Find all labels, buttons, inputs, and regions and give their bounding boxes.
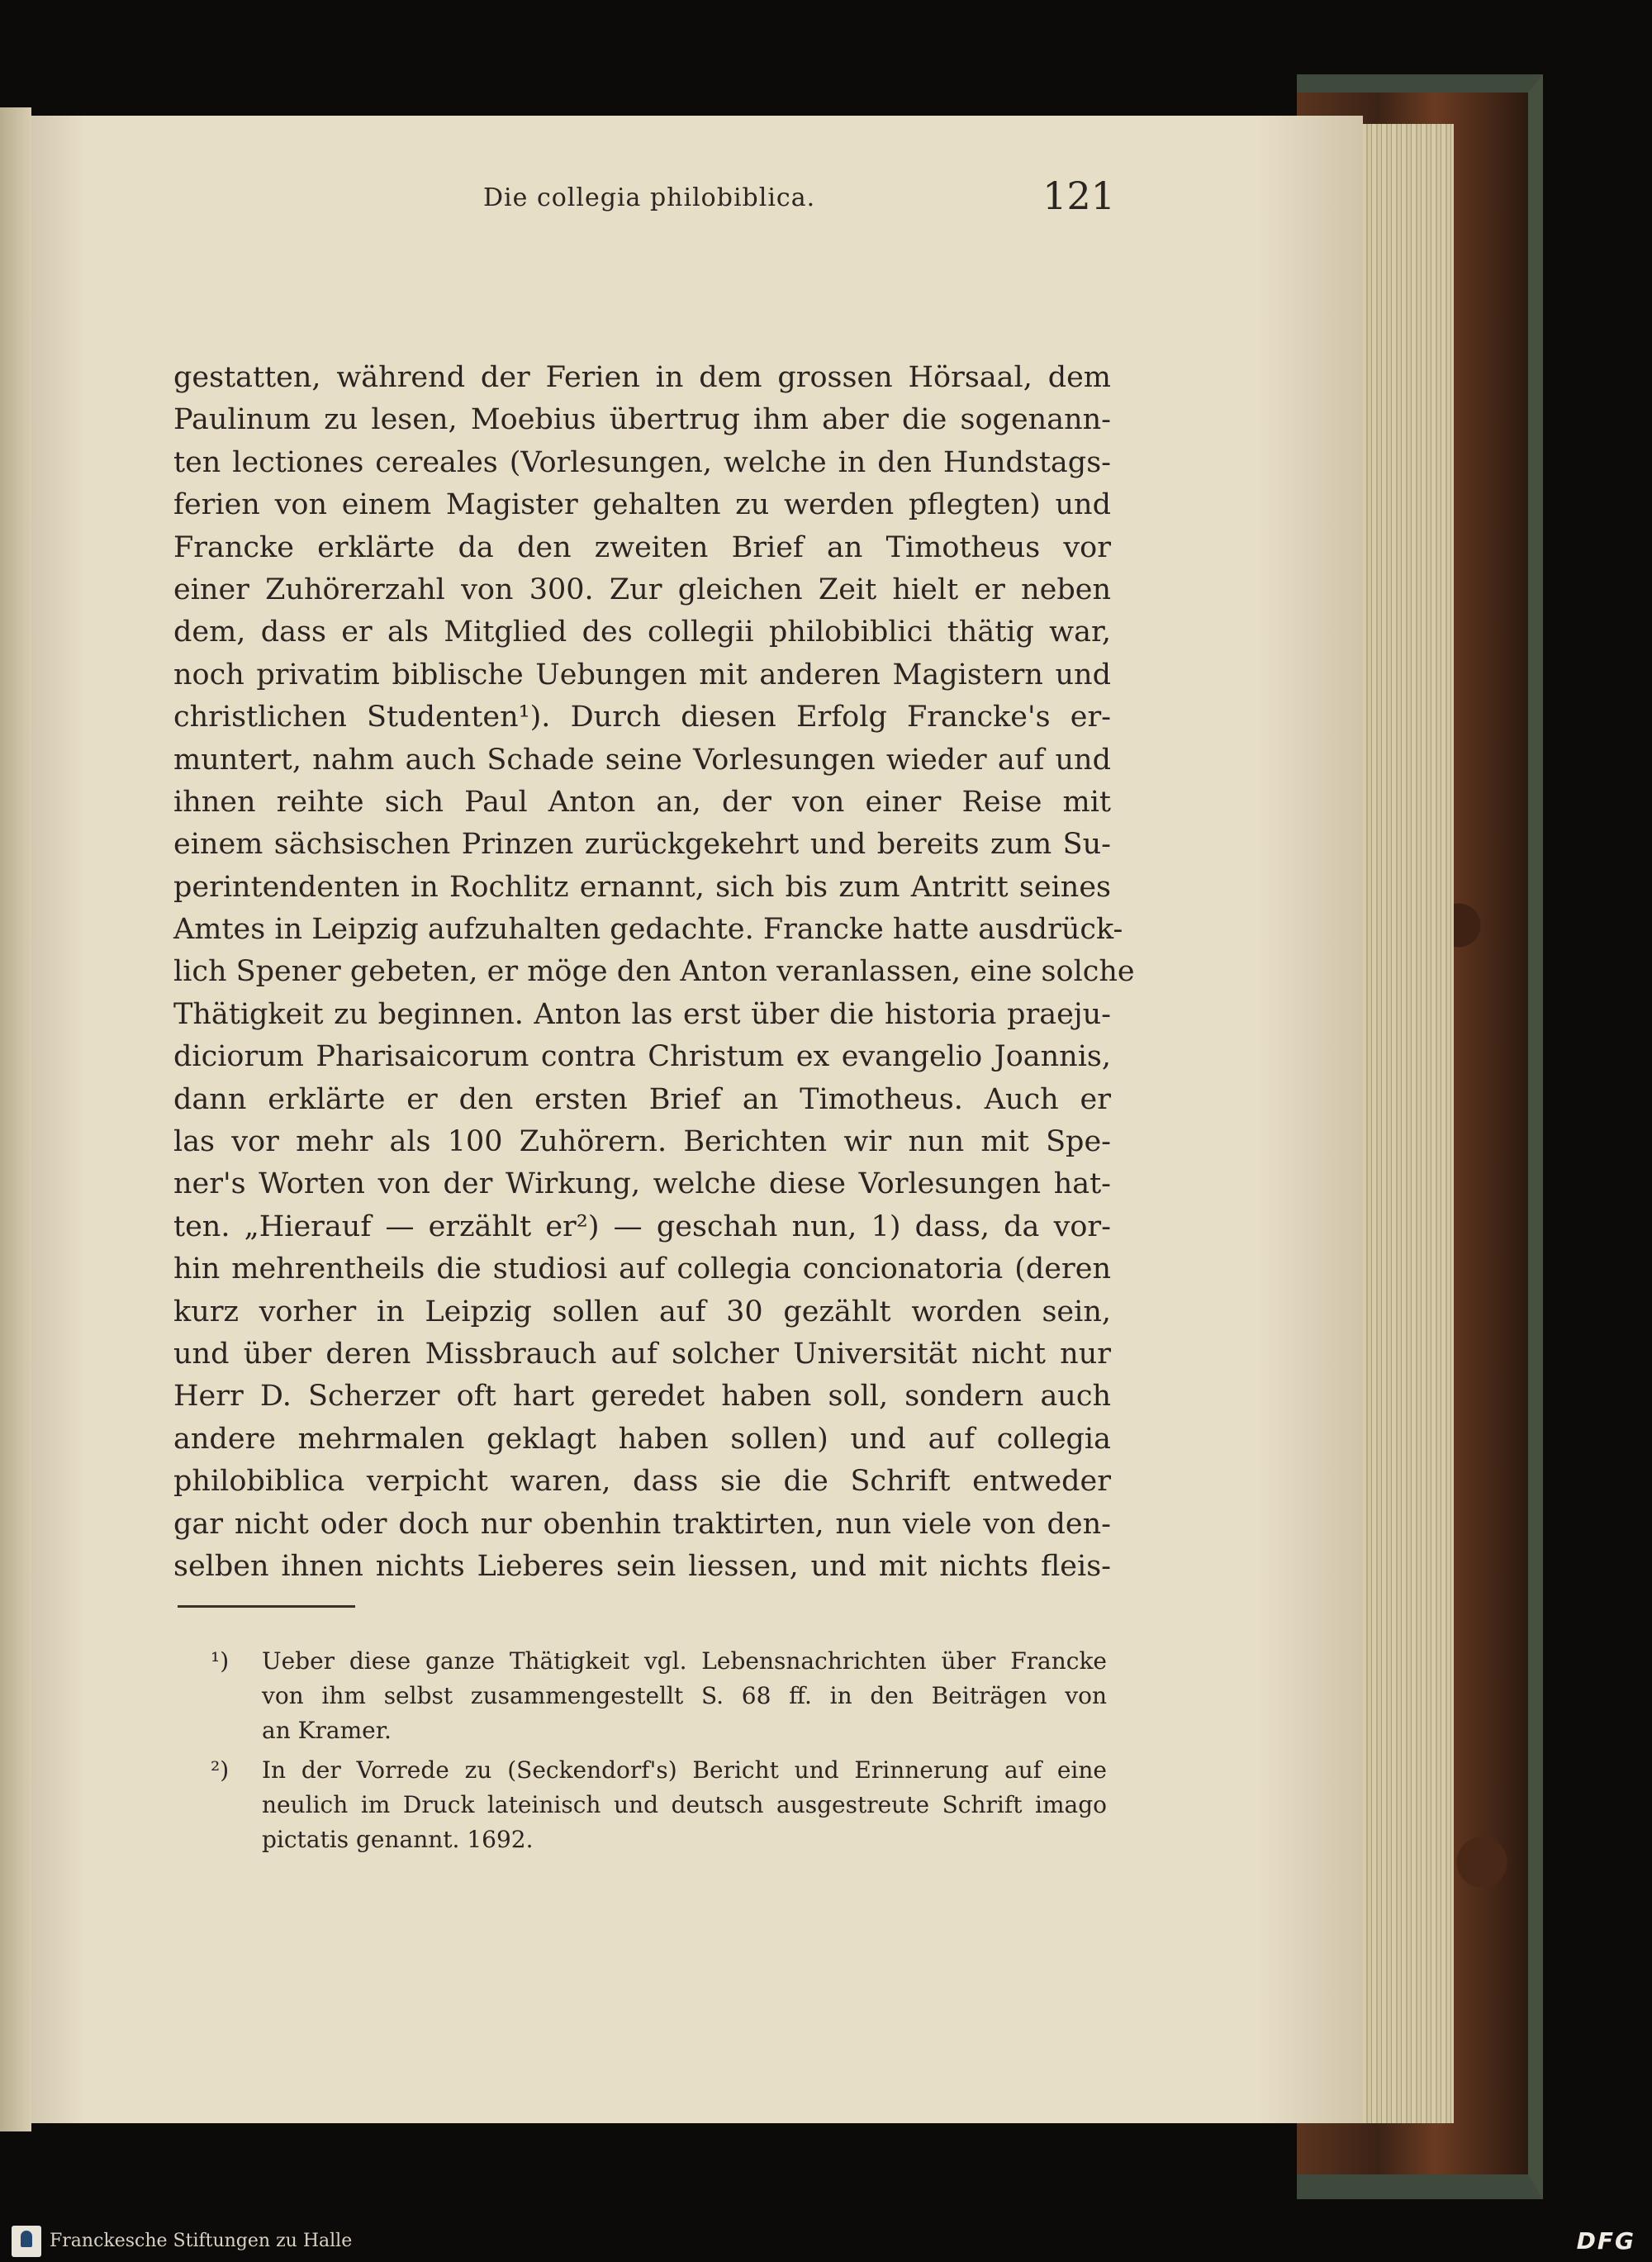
text-line: perintendenten in Rochlitz ernannt, sich bis zum Antritt seines — [173, 870, 1111, 904]
footnote-line: neulich im Druck lateinisch und deutsch ausgestreute Schrift imago — [262, 1791, 1107, 1818]
footnote-marker: ²) — [211, 1756, 230, 1784]
footnote-divider — [178, 1605, 355, 1608]
text-line: Herr D. Scherzer oft hart geredet haben soll, sondern auch — [173, 1380, 1111, 1414]
footnote-1 — [211, 1644, 1107, 1748]
footnote-text: In der Vorrede zu (Seckendorf's) Bericht und Erinnerung auf eine — [262, 1756, 1107, 1784]
footnote-2 — [211, 1753, 1107, 1857]
footnote-line: von ihm selbst zusammengestellt S. 68 ff. in den Beiträgen von — [262, 1682, 1107, 1709]
text-line: ihnen reihte sich Paul Anton an, der von einer Reise mit — [173, 785, 1111, 819]
running-title: Die collegia philobiblica. — [483, 183, 816, 212]
viewer-footer — [0, 2221, 1652, 2262]
text-line: ten. „Hierauf — erzählt er²) — geschah nun, 1) dass, da vor- — [173, 1209, 1111, 1243]
footnote-line: an Kramer. — [262, 1717, 392, 1744]
text-line: dem, dass er als Mitglied des collegii philobiblici thätig war, — [173, 615, 1111, 649]
text-line: Paulinum zu lesen, Moebius übertrug ihm aber die sogenann- — [173, 403, 1111, 437]
text-line: einer Zuhörerzahl von 300. Zur gleichen Zeit hielt er neben — [173, 573, 1111, 606]
text-line: philobiblica verpicht waren, dass sie die Schrift entweder — [173, 1465, 1111, 1499]
text-line: gar nicht oder doch nur obenhin traktirten, nun viele von den- — [173, 1507, 1111, 1541]
text-line: ten lectiones cereales (Vorlesungen, welche in den Hundstags- — [173, 445, 1111, 479]
institution-logo-icon — [12, 2226, 41, 2257]
text-line: kurz vorher in Leipzig sollen auf 30 gezählt worden sein, — [173, 1295, 1111, 1328]
text-line: las vor mehr als 100 Zuhörern. Berichten wir nun mit Spe- — [173, 1125, 1111, 1159]
text-line: Thätigkeit zu beginnen. Anton las erst über die historia praeju- — [173, 997, 1111, 1031]
text-line: ner's Worten von der Wirkung, welche diese Vorlesungen hat- — [173, 1167, 1111, 1201]
page-number: 121 — [1042, 173, 1115, 218]
footnote-text: Ueber diese ganze Thätigkeit vgl. Lebensnachrichten über Francke — [262, 1647, 1107, 1675]
dfg-logo: DFG — [1576, 2227, 1635, 2255]
text-line: Francke erklärte da den zweiten Brief an Timotheus vor — [173, 530, 1111, 564]
footnote-line — [211, 1753, 1107, 1788]
text-line: hin mehrentheils die studiosi auf collegia concionatoria (deren — [173, 1252, 1111, 1286]
footnotes — [211, 1644, 1107, 1862]
text-line: selben ihnen nichts Lieberes sein liessen, und mit nichts fleis- — [173, 1549, 1111, 1583]
text-line: christlichen Studenten¹). Durch diesen Erfolg Francke's er- — [173, 701, 1111, 734]
text-line: andere mehrmalen geklagt haben sollen) und auf collegia — [173, 1422, 1111, 1456]
footnote-line — [211, 1644, 1107, 1679]
footnote-line: pictatis genannt. 1692. — [262, 1826, 534, 1853]
text-line: lich Spener gebeten, er möge den Anton veranlassen, eine solche — [173, 955, 1135, 989]
text-line: noch privatim biblische Uebungen mit anderen Magistern und — [173, 658, 1111, 691]
institution-name: Franckesche Stiftungen zu Halle — [50, 2231, 353, 2251]
text-line: muntert, nahm auch Schade seine Vorlesungen wieder auf und — [173, 743, 1111, 777]
text-line: ferien von einem Magister gehalten zu werden pflegten) und — [173, 488, 1111, 522]
main-text — [173, 357, 1135, 1588]
text-line: Amtes in Leipzig aufzuhalten gedachte. Francke hatte ausdrück- — [173, 913, 1123, 947]
text-line: gestatten, während der Ferien in dem grossen Hörsaal, dem — [173, 361, 1111, 394]
text-line: diciorum Pharisaicorum contra Christum ex evangelio Joannis, — [173, 1040, 1111, 1074]
left-page-edge — [0, 107, 31, 2131]
text-line: und über deren Missbrauch auf solcher Universität nicht nur — [173, 1337, 1111, 1371]
text-line: dann erklärte er den ersten Brief an Timotheus. Auch er — [173, 1082, 1111, 1116]
logo-figure — [21, 2231, 32, 2247]
footnote-marker: ¹) — [211, 1647, 230, 1675]
page-header — [178, 173, 1119, 223]
text-line: einem sächsischen Prinzen zurückgekehrt und bereits zum Su- — [173, 828, 1111, 862]
